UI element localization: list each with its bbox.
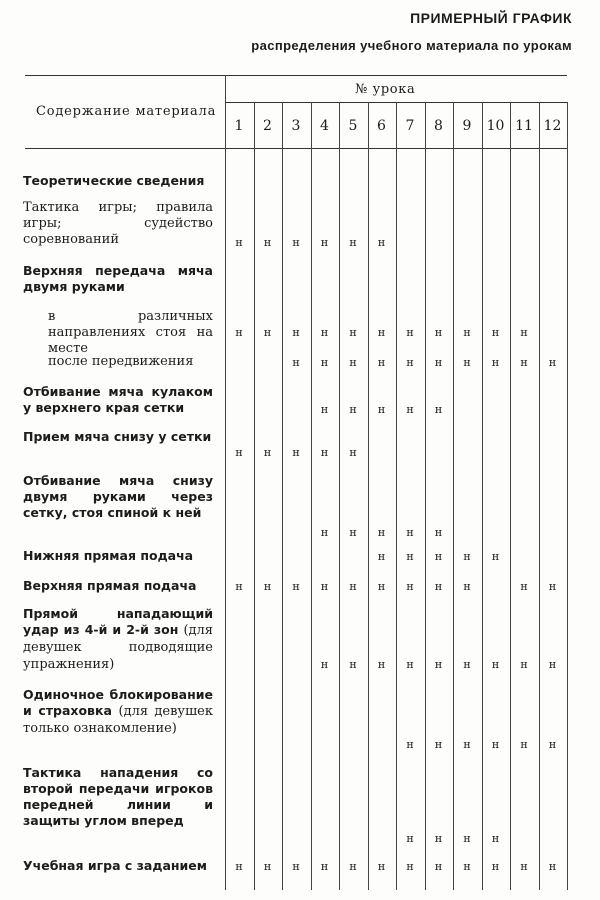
column-divider (539, 102, 540, 890)
lesson-mark: н (434, 658, 443, 671)
row-content (23, 429, 213, 445)
row-content (23, 606, 213, 673)
row-title: Нижняя прямая подача (23, 548, 194, 563)
lesson-mark: н (263, 236, 272, 249)
lesson-mark: н (406, 860, 414, 873)
lesson-mark: н (320, 580, 329, 593)
lesson-mark: н (406, 356, 414, 369)
column-divider (311, 102, 312, 890)
header-bottom-rule (25, 148, 567, 149)
lesson-number: 1 (234, 118, 244, 134)
lesson-mark: н (263, 446, 272, 459)
lesson-mark: н (292, 356, 300, 369)
lesson-mark: н (463, 550, 471, 563)
column-divider (453, 102, 454, 890)
lesson-mark: н (349, 326, 357, 339)
lesson-mark: н (320, 236, 329, 249)
lesson-mark: н (434, 860, 443, 873)
row-content (23, 384, 213, 416)
lesson-mark: н (520, 860, 528, 873)
lesson-mark: н (320, 403, 329, 416)
lesson-mark: н (377, 356, 386, 369)
lesson-mark: н (548, 658, 557, 671)
row-title: Учебная игра с заданием (23, 858, 207, 873)
lesson-mark: н (235, 860, 243, 873)
row-title: Верхняя передача мяча двумя руками (23, 263, 213, 294)
lesson-mark: н (463, 658, 471, 671)
column-divider (368, 102, 369, 890)
column-divider (254, 102, 255, 890)
lesson-mark: н (491, 326, 500, 339)
lesson-mark: н (491, 860, 500, 873)
lesson-mark: н (320, 526, 329, 539)
lesson-mark: н (349, 580, 357, 593)
lessons-header: № урока (355, 82, 416, 97)
row-title: Теоретические сведения (23, 173, 205, 188)
lesson-number: 2 (263, 118, 272, 134)
lesson-mark: н (235, 326, 243, 339)
row-content (23, 173, 213, 189)
lesson-mark: н (377, 526, 386, 539)
lesson-mark: н (434, 550, 443, 563)
lesson-mark: н (349, 860, 357, 873)
lesson-mark: н (263, 580, 272, 593)
lesson-mark: н (434, 326, 443, 339)
lesson-mark: н (434, 832, 443, 845)
lesson-mark: н (434, 526, 443, 539)
lesson-mark: н (434, 356, 443, 369)
page-subtitle: распределения учебного материала по урокам (251, 38, 572, 53)
lesson-mark: н (548, 356, 557, 369)
lesson-number: 9 (462, 118, 472, 134)
lesson-mark: н (520, 326, 528, 339)
row-title: Отбивание мяча снизу двумя руками через сетку, стоя спиной к ней (23, 473, 213, 520)
lesson-mark: н (548, 860, 557, 873)
row-content (48, 309, 213, 357)
lesson-mark: н (235, 446, 243, 459)
lesson-number: 8 (434, 118, 443, 134)
row-content (23, 548, 213, 564)
lesson-mark: н (491, 356, 500, 369)
row-content (23, 858, 213, 874)
lesson-number: 11 (515, 118, 533, 134)
column-divider (282, 102, 283, 890)
lesson-mark: н (406, 403, 414, 416)
column-divider (425, 102, 426, 890)
row-content (23, 578, 213, 594)
lesson-mark: н (349, 658, 357, 671)
lesson-mark: н (292, 446, 300, 459)
lesson-mark: н (263, 326, 272, 339)
column-divider (482, 102, 483, 890)
lesson-mark: н (520, 580, 528, 593)
row-title: Прием мяча снизу у сетки (23, 429, 212, 444)
lesson-mark: н (491, 658, 500, 671)
row-content (23, 687, 213, 737)
lesson-mark: н (520, 658, 528, 671)
lesson-mark: н (377, 658, 386, 671)
lesson-mark: н (320, 356, 329, 369)
lesson-mark: н (548, 738, 557, 751)
lesson-mark: н (463, 832, 471, 845)
lesson-mark: н (292, 860, 300, 873)
lesson-mark: н (292, 326, 300, 339)
lesson-mark: н (406, 832, 414, 845)
row-note: (для девушек только ознакомление) (23, 704, 213, 736)
lesson-mark: н (263, 860, 272, 873)
row-title: Прямой нападающий удар из 4-й и 2-й зон (23, 606, 213, 637)
lesson-mark: н (349, 446, 357, 459)
page-title: ПРИМЕРНЫЙ ГРАФИК (410, 10, 572, 26)
lesson-mark: н (406, 550, 414, 563)
lesson-mark: н (320, 446, 329, 459)
lesson-mark: н (463, 738, 471, 751)
lesson-mark: н (491, 738, 500, 751)
lesson-mark: н (292, 580, 300, 593)
lesson-mark: н (463, 580, 471, 593)
lesson-mark: н (377, 326, 386, 339)
row-content (23, 263, 213, 295)
column-divider (339, 102, 340, 890)
lesson-mark: н (491, 832, 500, 845)
lesson-number: 6 (377, 118, 386, 134)
column-divider (510, 102, 511, 890)
lesson-mark: н (349, 403, 357, 416)
lesson-mark: н (349, 236, 357, 249)
lesson-mark: н (463, 356, 471, 369)
lesson-mark: н (377, 403, 386, 416)
lesson-mark: н (320, 658, 329, 671)
lesson-mark: н (349, 356, 357, 369)
row-title: Отбивание мяча кулаком у верхнего края сетки (23, 384, 213, 415)
lesson-number: 10 (486, 118, 505, 134)
lesson-mark: н (406, 526, 414, 539)
content-column-header: Содержание материала (36, 104, 217, 119)
lesson-number: 7 (405, 118, 415, 134)
lesson-mark: н (520, 356, 528, 369)
row-content (48, 354, 213, 370)
lesson-mark: н (320, 860, 329, 873)
lesson-mark: н (434, 580, 443, 593)
lesson-mark: н (377, 550, 386, 563)
lesson-mark: н (434, 403, 443, 416)
lesson-mark: н (377, 236, 386, 249)
lesson-mark: н (235, 580, 243, 593)
lesson-mark: н (377, 580, 386, 593)
lesson-number: 12 (543, 118, 562, 134)
row-content (23, 200, 213, 248)
column-divider (396, 102, 397, 890)
row-content (23, 473, 213, 521)
lesson-mark: н (377, 860, 386, 873)
lesson-number: 3 (291, 118, 301, 134)
lesson-mark: н (292, 236, 300, 249)
lesson-mark: н (406, 326, 414, 339)
lesson-number: 5 (348, 118, 358, 134)
column-divider (567, 102, 568, 890)
row-title: Тактика нападения со второй передачи игроков передней линии и защиты углом вперед (23, 765, 213, 828)
row-title: после передвижения (48, 354, 194, 369)
lesson-mark: н (406, 580, 414, 593)
lesson-mark: н (548, 580, 557, 593)
row-title: в различных направлениях стоя на месте (48, 309, 213, 356)
lesson-mark: н (463, 860, 471, 873)
column-divider (225, 75, 226, 890)
row-title: Тактика игры; правила игры; судейство соревнований (23, 200, 213, 247)
row-content (23, 765, 213, 829)
row-title: Одиночное блокирование и страховка (23, 687, 213, 718)
lesson-mark: н (235, 236, 243, 249)
lesson-mark: н (320, 326, 329, 339)
lesson-mark: н (406, 658, 414, 671)
lesson-mark: н (406, 738, 414, 751)
row-note: (для девушек подводящие упражнения) (23, 623, 213, 672)
row-title: Верхняя прямая подача (23, 578, 197, 593)
lesson-mark: н (349, 526, 357, 539)
lesson-mark: н (491, 550, 500, 563)
lesson-mark: н (463, 326, 471, 339)
lesson-mark: н (520, 738, 528, 751)
lesson-mark: н (434, 738, 443, 751)
lesson-number: 4 (320, 118, 329, 134)
top-rule (25, 75, 567, 76)
